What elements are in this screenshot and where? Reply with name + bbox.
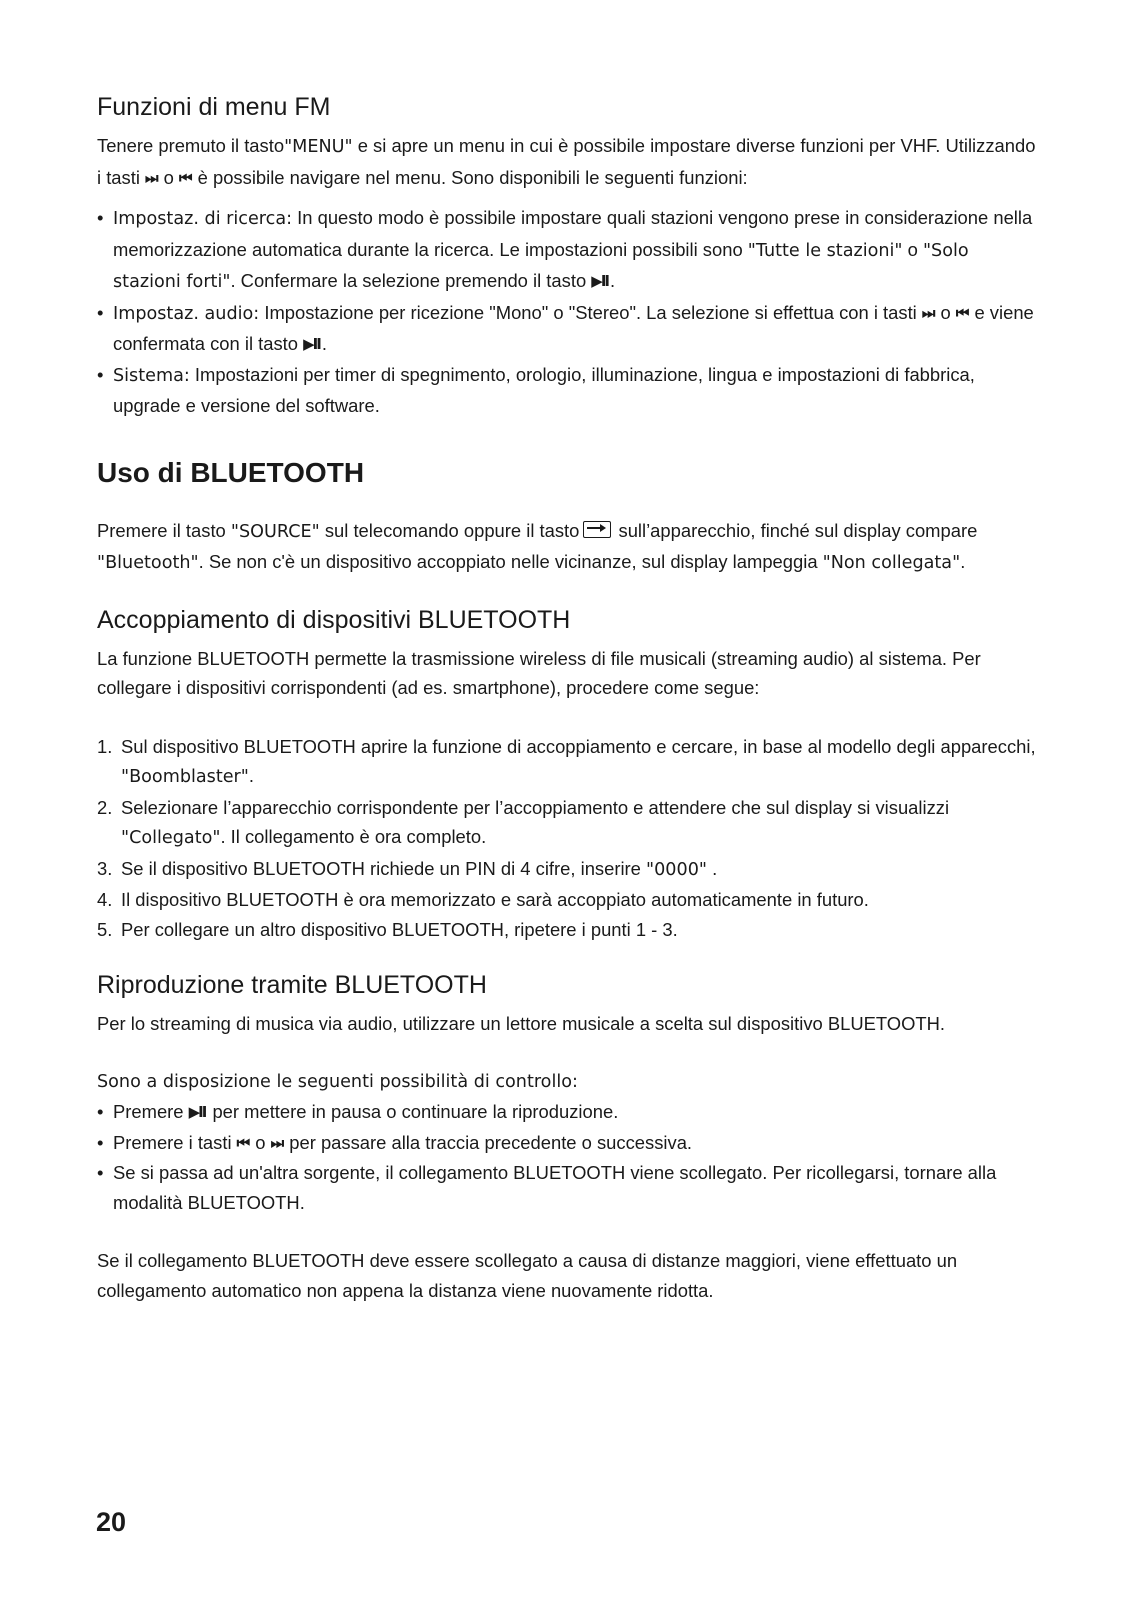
next-track-icon: ⏭ xyxy=(270,1133,283,1152)
list-item xyxy=(97,915,1037,945)
list-item-text: In questo modo è possibile impostare quali stazioni vengono prese in considerazione nella memorizzazione automatica durante la ricerca. Le impostazioni possibili sono xyxy=(113,207,1033,260)
paragraph-text: . xyxy=(960,551,966,572)
playback-section xyxy=(97,968,1037,1305)
list-item-text: e viene confermata con il tasto xyxy=(113,301,1034,354)
step-text: Per collegare un altro dispositivo BLUETOOTH, ripetere i punti 1 - 3. xyxy=(121,918,678,940)
prev-track-icon: ⏮ xyxy=(955,303,968,322)
fm-intro-text-3: è possibile navigare nel menu. Sono disponibili le seguenti funzioni: xyxy=(192,166,748,188)
list-item-text: o xyxy=(935,301,956,323)
step-text: . xyxy=(248,765,255,786)
list-item xyxy=(97,360,1037,421)
step-text: . xyxy=(706,857,718,879)
list-item-text: . xyxy=(610,270,616,291)
manual-page xyxy=(97,90,1037,1305)
prev-track-icon: ⏮ xyxy=(179,168,191,187)
list-item xyxy=(97,885,1037,915)
list-item-text: Se si passa ad un'altra sorgente, il collegamento BLUETOOTH viene scollegato. Per ricollegarsi, tornare alla modalità BLUETOOTH. xyxy=(113,1162,997,1213)
page-number: 20 xyxy=(96,1507,127,1537)
play-pause-icon: ▶II xyxy=(188,1103,206,1121)
playback-title: Riproduzione tramite BLUETOOTH xyxy=(97,971,487,999)
paragraph-text: Premere il tasto xyxy=(97,519,231,541)
all-stations-option: "Tutte le stazioni" xyxy=(747,240,903,261)
pairing-steps xyxy=(97,732,1037,945)
fm-functions-list xyxy=(97,203,1037,421)
step-number: 3. xyxy=(97,857,113,879)
paragraph-text: . Se non c'è un dispositivo accoppiato nelle vicinanze, sul display lampeggia xyxy=(198,551,823,572)
list-item xyxy=(97,1158,1037,1217)
list-item xyxy=(97,793,1037,854)
list-item-text: Premere i tasti xyxy=(113,1131,237,1153)
not-connected-display-label: "Non collegata" xyxy=(822,553,961,573)
list-item xyxy=(97,203,1037,298)
connected-display-label: "Collegato" xyxy=(121,828,221,848)
bluetooth-usage-title: Uso di BLUETOOTH xyxy=(97,456,365,488)
list-item xyxy=(97,854,1037,886)
list-item-text: o xyxy=(902,238,923,260)
next-track-icon: ⏭ xyxy=(921,303,934,322)
next-track-icon: ⏭ xyxy=(145,168,157,187)
pairing-title: Accoppiamento di dispositivi BLUETOOTH xyxy=(97,605,571,634)
step-text: Il dispositivo BLUETOOTH è ora memorizzato e sarà accoppiato automaticamente in futuro. xyxy=(121,889,869,910)
list-item-text: per passare alla traccia precedente o successiva. xyxy=(284,1131,693,1153)
bullet: • xyxy=(97,1101,104,1122)
paragraph-text: sul telecomando oppure il tasto xyxy=(319,519,580,541)
list-item-text: o xyxy=(250,1131,271,1153)
pairing-section xyxy=(97,603,1037,945)
list-item-text: Impostazione per ricezione "Mono" o "Stereo". La selezione si effettua con i tasti xyxy=(259,301,922,323)
strong-stations-option: "Solo stazioni forti" xyxy=(113,240,969,292)
pairing-intro: La funzione BLUETOOTH permette la trasmissione wireless di file musicali (streaming audio) al sistema. Per collegare i dispositivi corrispondenti (ad es. smartphone), procedere come segue: xyxy=(97,647,981,698)
pin-label: "0000" xyxy=(646,859,707,880)
list-item-text: Impostazioni per timer di spegnimento, orologio, illuminazione, lingua e impostazioni di fabbrica, upgrade e versione del software. xyxy=(113,363,975,416)
fm-menu-title: Funzioni di menu FM xyxy=(97,93,331,121)
audio-settings-label: Impostaz. audio: xyxy=(113,303,260,324)
fm-intro-text-1: Tenere premuto il tasto xyxy=(97,135,285,156)
controls-list xyxy=(97,1097,1037,1217)
bullet: • xyxy=(97,1162,104,1183)
step-text: Se il dispositivo BLUETOOTH richiede un PIN di 4 cifre, inserire xyxy=(121,857,647,879)
bullet: • xyxy=(97,1131,104,1153)
list-item xyxy=(97,1097,1037,1128)
step-number: 5. xyxy=(97,918,113,940)
step-text: Sul dispositivo BLUETOOTH aprire la funzione di accoppiamento e cercare, in base al modello degli apparecchi, xyxy=(121,735,1036,757)
fm-intro-or: o xyxy=(158,166,180,188)
prev-track-icon: ⏮ xyxy=(236,1133,249,1152)
play-pause-icon: ▶II xyxy=(303,335,320,353)
step-number: 2. xyxy=(97,796,113,818)
controls-heading: Sono a disposizione le seguenti possibilità di controllo: xyxy=(97,1071,578,1092)
playback-intro: Per lo streaming di musica via audio, utilizzare un lettore musicale a scelta sul dispositivo BLUETOOTH. xyxy=(97,1013,946,1034)
list-item-text: per mettere in pausa o continuare la riproduzione. xyxy=(207,1101,619,1122)
menu-key-label: "MENU" xyxy=(284,137,353,157)
list-item-text: . xyxy=(321,333,327,354)
system-label: Sistema: xyxy=(113,365,190,386)
list-item xyxy=(97,1128,1037,1159)
search-settings-label: Impostaz. di ricerca: xyxy=(113,209,293,229)
source-key-label: "SOURCE" xyxy=(230,521,320,542)
fm-menu-section xyxy=(97,90,1037,421)
bullet: • xyxy=(97,301,104,323)
step-text: Selezionare l’apparecchio corrispondente per l’accoppiamento e attendere che sul display si visualizzi xyxy=(121,796,950,818)
fm-intro-text-2: e si apre un menu in cui è possibile impostare diverse funzioni per VHF. Utilizzando i tasti xyxy=(97,135,1036,188)
list-item xyxy=(97,732,1037,793)
bluetooth-display-label: "Bluetooth" xyxy=(97,553,199,573)
bullet: • xyxy=(97,207,104,228)
bluetooth-usage-text xyxy=(97,516,1037,579)
step-number: 1. xyxy=(97,735,113,757)
list-item-text: . Confermare la selezione premendo il tasto xyxy=(230,270,592,291)
list-item-text: Premere xyxy=(113,1101,189,1122)
play-pause-icon: ▶II xyxy=(591,272,608,290)
bullet: • xyxy=(97,363,104,385)
device-name-label: "Boomblaster" xyxy=(121,767,249,787)
step-text: . Il collegamento è ora completo. xyxy=(220,826,487,847)
fm-menu-intro xyxy=(97,131,1037,193)
list-item xyxy=(97,298,1037,360)
playback-outro: Se il collegamento BLUETOOTH deve essere scollegato a causa di distanze maggiori, viene effettuato un collegamento automatico non appena la distanza viene nuovamente ridotta. xyxy=(97,1250,958,1301)
paragraph-text: sull’apparecchio, finché sul display compare xyxy=(613,519,978,541)
bluetooth-usage-section xyxy=(97,453,1037,579)
step-number: 4. xyxy=(97,889,113,910)
source-button-icon xyxy=(583,521,611,538)
